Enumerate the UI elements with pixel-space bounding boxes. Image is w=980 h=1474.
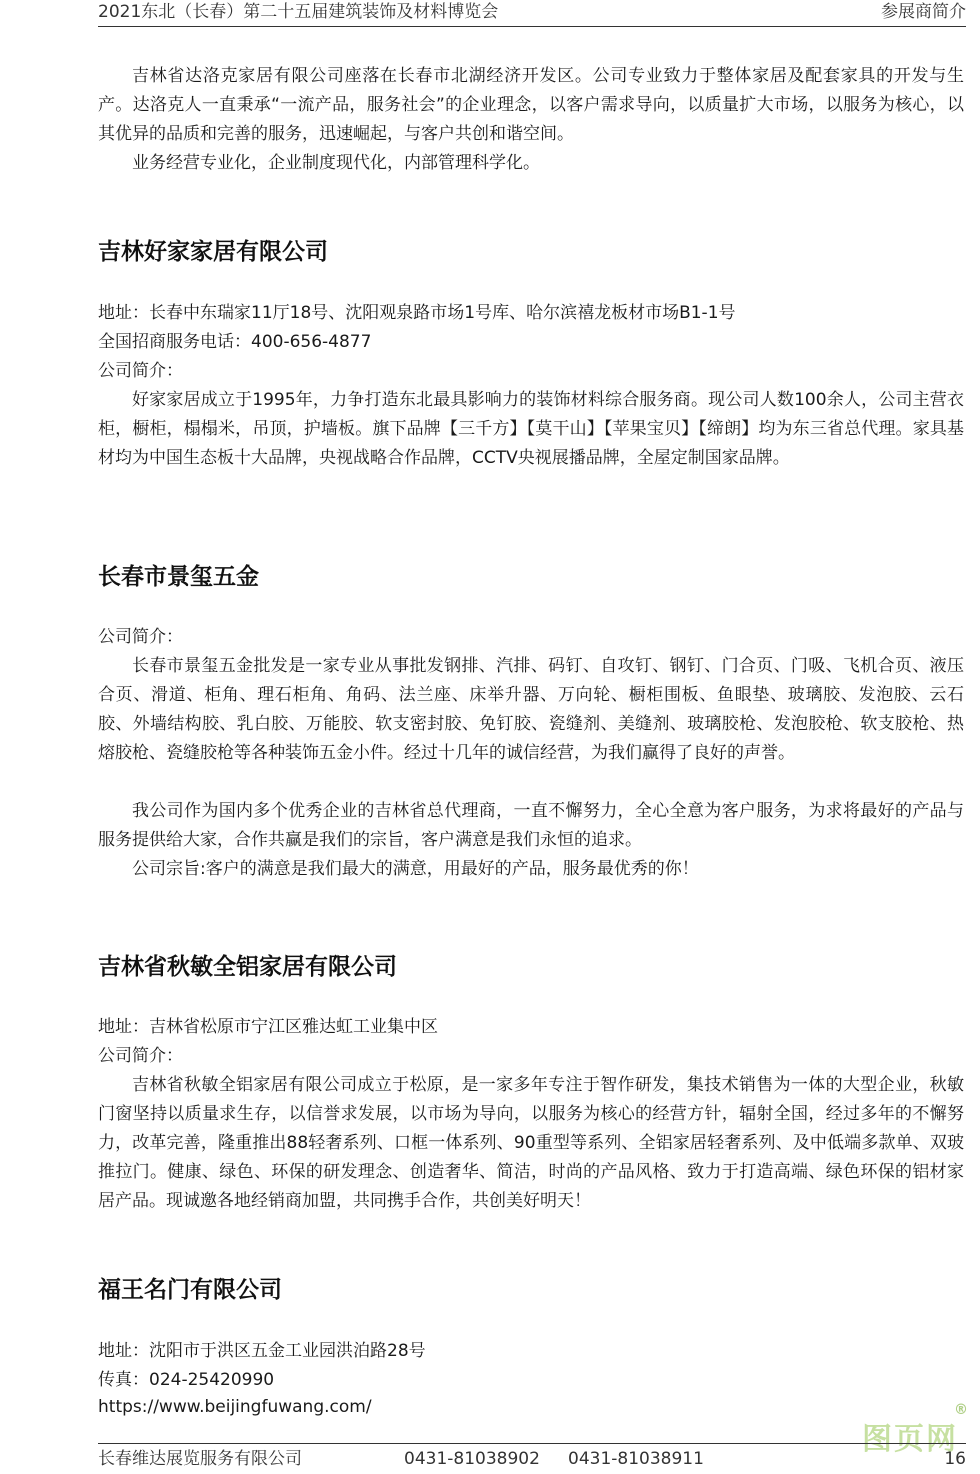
fuwang-website[interactable]: https://www.beijingfuwang.com/ bbox=[98, 1397, 372, 1417]
haojia-phone: 全国招商服务电话：400-656-4877 bbox=[98, 332, 372, 352]
header-section: 参展商简介 bbox=[881, 2, 966, 22]
page-footer bbox=[98, 1443, 966, 1470]
qiumin-intro-label: 公司简介： bbox=[98, 1046, 183, 1066]
footer-phone-2: 0431-81038911 bbox=[568, 1449, 704, 1469]
header-title: 2021东北（长春）第二十五届建筑装饰及材料博览会 bbox=[98, 2, 499, 22]
haojia-intro-label: 公司简介： bbox=[98, 361, 183, 381]
watermark-text: 图页网 bbox=[862, 1422, 958, 1457]
company-title-qiumin: 吉林省秋敏全铝家居有限公司 bbox=[98, 954, 397, 980]
footer-company: 长春维达展览服务有限公司 bbox=[98, 1449, 302, 1469]
qiumin-address: 地址：吉林省松原市宁江区雅达虹工业集中区 bbox=[98, 1017, 438, 1037]
fuwang-address: 地址：沈阳市于洪区五金工业园洪泊路28号 bbox=[98, 1341, 426, 1361]
registered-mark: ® bbox=[954, 1402, 970, 1418]
company-title-haojia: 吉林好家家居有限公司 bbox=[98, 239, 328, 265]
footer-phone-1: 0431-81038902 bbox=[404, 1449, 540, 1469]
jingxi-paragraph-2: 我公司作为国内多个优秀企业的吉林省总代理商，一直不懈努力，全心全意为客户服务，为求将最好的产品与服务提供给大家，合作共赢是我们的宗旨，客户满意是我们永恒的追求。 bbox=[98, 801, 964, 850]
jingxi-paragraph-1: 长春市景玺五金批发是一家专业从事批发钢排、汽排、码钉、自攻钉、钢钉、门合页、门吸、飞机合页、液压合页、滑道、柜角、理石柜角、角码、法兰座、床举升器、万向轮、橱柜围板、鱼眼垫、玻璃胶、发泡胶、云石胶、外墙结构胶、乳白胶、万能胶、软支密封胶、免钉胶、瓷缝剂、美缝剂、玻璃胶枪、发泡胶枪、软支胶枪、热熔胶枪、瓷缝胶枪等各种装饰五金小件。经过十几年的诚信经营，为我们赢得了良好的声誉。 bbox=[98, 656, 964, 763]
jingxi-intro-label: 公司简介： bbox=[98, 627, 183, 647]
haojia-paragraph-1: 好家家居成立于1995年，力争打造东北最具影响力的装饰材料综合服务商。现公司人数100余人，公司主营衣柜，橱柜，榻榻米，吊顶，护墙板。旗下品牌【三千方】【莫干山】【苹果宝贝】【缔朗】均为东三省总代理。家具基材均为中国生态板十大品牌，央视战略合作品牌，CCTV央视展播品牌，全屋定制国家品牌。 bbox=[98, 390, 964, 468]
page-number: 16 bbox=[944, 1449, 966, 1469]
jingxi-paragraph-3: 公司宗旨:客户的满意是我们最大的满意，用最好的产品，服务最优秀的你！ bbox=[132, 859, 699, 879]
intro-paragraph-1: 吉林省达洛克家居有限公司座落在长春市北湖经济开发区。公司专业致力于整体家居及配套家具的开发与生产。达洛克人一直秉承“一流产品，服务社会”的企业理念，以客户需求导向，以质量扩大市场，以服务为核心，以其优异的品质和完善的服务，迅速崛起，与客户共创和谐空间。 bbox=[98, 66, 964, 144]
qiumin-paragraph-1: 吉林省秋敏全铝家居有限公司成立于松原，是一家多年专注于智作研发，集技术销售为一体的大型企业，秋敏门窗坚持以质量求生存，以信誉求发展，以市场为导向，以服务为核心的经营方针，辐射全国，经过多年的不懈努力，改革完善，隆重推出88轻奢系列、口框一体系列、90重型等系列、全铝家居轻奢系列、及中低端多款单、双玻推拉门。健康、绿色、环保的研发理念、创造奢华、简洁，时尚的产品风格、致力于打造高端、绿色环保的铝材家居产品。现诚邀各地经销商加盟，共同携手合作，共创美好明天！ bbox=[98, 1075, 964, 1211]
fuwang-fax: 传真：024-25420990 bbox=[98, 1370, 275, 1390]
company-title-fuwang: 福王名门有限公司 bbox=[98, 1277, 282, 1303]
company-title-jingxi: 长春市景玺五金 bbox=[98, 564, 259, 590]
page-header bbox=[98, 0, 966, 27]
haojia-address: 地址：长春中东瑞家11厅18号、沈阳观泉路市场1号库、哈尔滨禧龙板材市场B1-1号 bbox=[98, 303, 736, 323]
intro-paragraph-2: 业务经营专业化，企业制度现代化，内部管理科学化。 bbox=[132, 153, 540, 173]
